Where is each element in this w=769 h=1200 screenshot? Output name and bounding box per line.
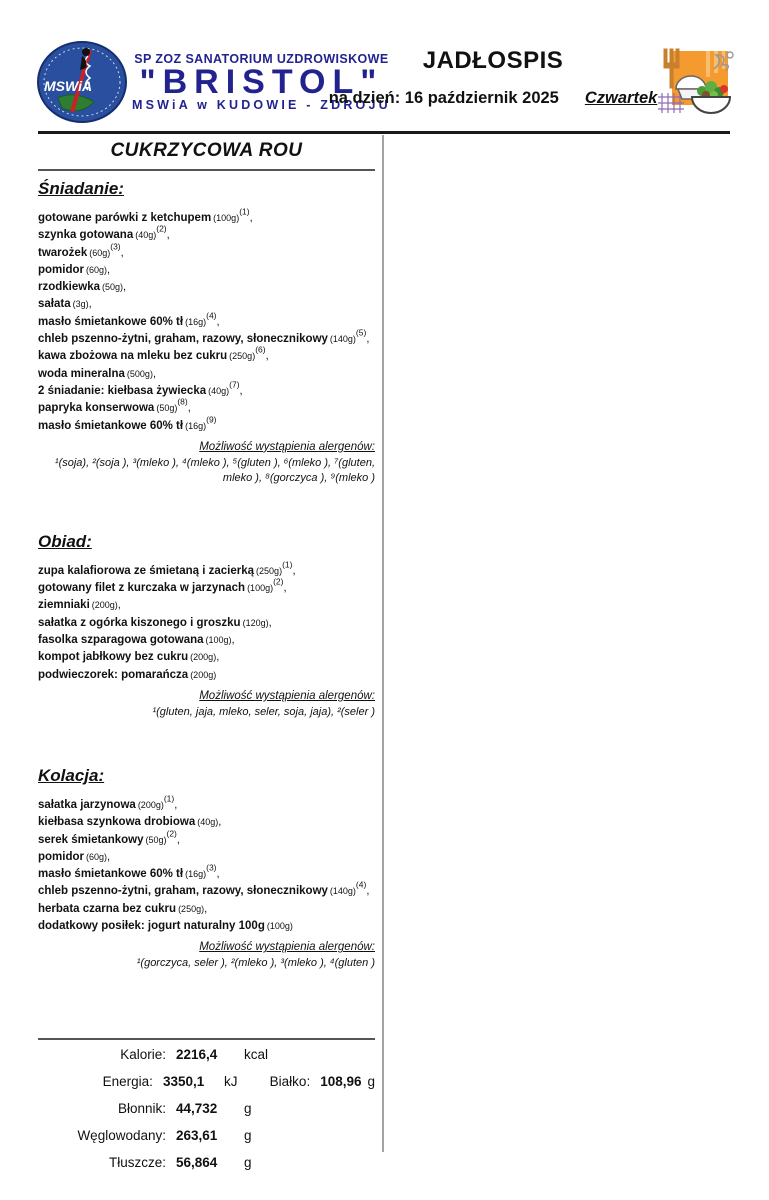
- menu-item: ziemniaki (200g),: [38, 599, 121, 612]
- meal-items: [38, 559, 375, 683]
- menu-item: sałatka z ogórka kiszonego i groszku (120g),: [38, 616, 272, 629]
- org-bottom-line: MSWiA w KUDOWIE - ZDROJU: [132, 98, 391, 112]
- menu-item: papryka konserwowa $(50g)^{(8)}$,: [38, 396, 191, 415]
- org-brand-name: "BRISTOL": [139, 63, 384, 101]
- menu-item: kawa zbożowa na mleku bez cukru $(250g)^{(6)}$,: [38, 345, 269, 363]
- allergen-header: Możliwość wystąpienia alergenów:: [199, 689, 375, 702]
- menu-item: gotowane parówki z ketchupem $(100g)^{(1)}$,: [38, 206, 253, 224]
- menu-item: fasolka szparagowa gotowana (100g),: [38, 634, 235, 647]
- nutrition-row: Energia: 3350,1 kJ Białko: 108,96 g: [102, 1074, 376, 1089]
- menu-item: sałata (3g),: [38, 298, 92, 311]
- menu-item: twarożek $(60g)^{(3)}$,: [38, 241, 124, 259]
- menu-date: na dzień: 16 październik 2025: [328, 89, 559, 107]
- allergen-line: mleko ), ⁸(gorczyca ), ⁹(mleko ): [222, 471, 375, 484]
- meals: [38, 179, 375, 971]
- nutrition-row: Kalorie: 2216,4 kcal: [120, 1047, 269, 1062]
- allergen-lines: [38, 456, 375, 486]
- meal-title: Kolacja:: [38, 765, 105, 785]
- menu-item: kiełbasa szynkowa drobiowa (40g),: [38, 816, 222, 829]
- svg-text:MSWiA: MSWiA: [44, 78, 93, 94]
- menu-item: zupa kalafiorowa ze śmietaną i zacierką $(250g)^{(1)}$,: [38, 559, 296, 577]
- nutrition-rows: [38, 1048, 375, 1170]
- allergen-line: ¹(soja), ²(soja ), ³(mleko ), ⁴(mleko ), ⁵(gluten ), ⁶(mleko ), ⁷(gluten,: [54, 456, 375, 469]
- mswia-logo-icon: [36, 40, 128, 124]
- nutrition-row: Błonnik: 44,732 g: [117, 1101, 252, 1116]
- meal-section: [38, 766, 375, 971]
- allergens-block: [38, 937, 375, 971]
- meal-section: [38, 532, 375, 720]
- meal-section: [38, 179, 375, 486]
- menu-item: herbata czarna bez cukru (250g),: [38, 902, 208, 915]
- meal-title: Śniadanie:: [38, 179, 124, 198]
- menu-item: chleb pszenno-żytni, graham, razowy, słonecznikowy $(140g)^{(4)}$,: [38, 880, 370, 898]
- menu-item: serek śmietankowy $(50g)^{(2)}$,: [38, 828, 180, 846]
- header-divider: [38, 131, 730, 134]
- allergen-header: Możliwość wystąpienia alergenów:: [199, 941, 375, 954]
- menu-column: [38, 136, 375, 1017]
- meal-title: Obiad:: [38, 531, 92, 551]
- nutrition-row: Węglowodany: 263,61 g: [77, 1128, 252, 1143]
- food-clipart-icon: [656, 45, 738, 125]
- menu-item: pomidor (60g),: [38, 850, 111, 863]
- menu-item: rzodkiewka (50g),: [38, 281, 127, 294]
- column-divider: [382, 135, 384, 1152]
- document-title: JADŁOSPIS: [422, 47, 564, 74]
- diet-title-underline: [38, 169, 375, 171]
- allergens-block: [38, 437, 375, 486]
- menu-item: szynka gotowana $(40g)^{(2)}$,: [38, 223, 170, 242]
- menu-item: woda mineralna (500g),: [38, 367, 156, 380]
- menu-item: masło śmietankowe 60% tł $(16g)^{(4)}$,: [38, 310, 220, 328]
- nutrition-summary: [38, 1038, 375, 1183]
- allergens-block: [38, 686, 375, 720]
- menu-item: masło śmietankowe 60% tł $(16g)^{(3)}$,: [38, 862, 220, 881]
- meal-items: [38, 206, 375, 434]
- menu-item: masło śmietankowe 60% tł $(16g)^{(9)}$: [38, 414, 217, 432]
- allergen-lines: [38, 705, 375, 720]
- allergen-line: ¹(gorczyca, seler ), ²(mleko ), ³(mleko ), ⁴(gluten ): [136, 957, 375, 970]
- allergen-lines: [38, 956, 375, 971]
- allergen-header: Możliwość wystąpienia alergenów:: [199, 440, 375, 453]
- allergen-line: ¹(gluten, jaja, mleko, seler, soja, jaja), ²(seler ): [152, 705, 375, 718]
- menu-item: 2 śniadanie: kiełbasa żywiecka $(40g)^{(7)}$,: [38, 379, 243, 397]
- nutrition-row: Tłuszcze: 56,864 g: [108, 1155, 252, 1170]
- diet-title: CUKRZYCOWA ROU: [110, 140, 303, 161]
- menu-item: podwieczorek: pomarańcza (200g): [38, 668, 217, 681]
- menu-item: dodatkowy posiłek: jogurt naturalny 100g (100g): [38, 920, 293, 933]
- menu-item: sałatka jarzynowa $(200g)^{(1)}$,: [38, 793, 178, 811]
- right-column: [392, 136, 732, 1146]
- menu-item: pomidor (60g),: [38, 263, 111, 276]
- weekday: Czwartek: [584, 89, 658, 107]
- menu-item: gotowany filet z kurczaka w jarzynach $(100g)^{(2)}$,: [38, 576, 287, 595]
- menu-item: kompot jabłkowy bez cukru (200g),: [38, 651, 220, 664]
- date-row: [328, 89, 658, 108]
- menu-item: chleb pszenno-żytni, graham, razowy, słonecznikowy $(140g)^{(5)}$,: [38, 327, 370, 346]
- org-top-line: SP ZOZ SANATORIUM UZDROWISKOWE: [134, 52, 389, 66]
- meal-items: [38, 793, 375, 934]
- title-block: [328, 47, 658, 108]
